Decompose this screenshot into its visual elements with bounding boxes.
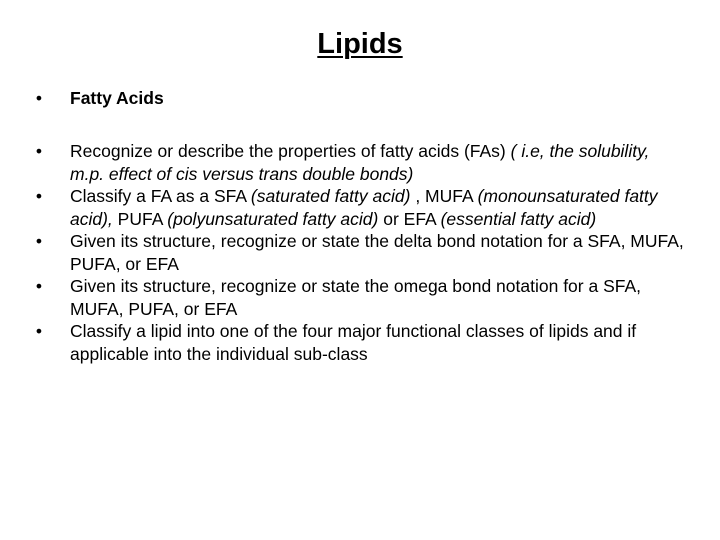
- bullet-dot-icon: •: [35, 186, 43, 206]
- bullet-text: PUFA: [112, 208, 168, 229]
- bullet-text: Given its structure, recognize or state the omega bond notation for a SFA, MUFA, PUFA, or EFA: [70, 276, 642, 319]
- bullet-text-italic: (essential fatty acid): [440, 208, 597, 229]
- bullet-text-italic: (polyunsaturated fatty acid): [167, 208, 379, 229]
- bullet-text: Classify a lipid into one of the four major functional classes of lipids and if applicable into the individual sub-class: [70, 321, 637, 364]
- slide-title: Lipids: [317, 28, 403, 60]
- bullet-dot-icon: •: [35, 88, 43, 108]
- top-bullet-list: [28, 87, 688, 110]
- bullet-text-italic: (monounsaturated fatty acid),: [70, 186, 658, 229]
- bullet-text: , MUFA: [410, 186, 478, 206]
- bullet-item: [28, 185, 688, 230]
- bullet-text: Fatty Acids: [70, 88, 164, 108]
- objectives-bullet-list: [28, 140, 688, 365]
- bullet-dot-icon: •: [35, 276, 43, 296]
- bullet-text: Recognize or describe the properties of fatty acids (FAs): [70, 141, 511, 161]
- bullet-item: [28, 230, 688, 275]
- bullet-item: [28, 140, 688, 185]
- bullet-dot-icon: •: [35, 141, 43, 161]
- bullet-dot-icon: •: [35, 321, 43, 341]
- bullet-text: Classify a FA as a SFA: [70, 186, 251, 206]
- bullet-item-fatty-acids: [28, 87, 688, 110]
- bullet-text: Given its structure, recognize or state the delta bond notation for a SFA, MUFA, PUFA, or EFA: [70, 231, 684, 274]
- bullet-text-italic: ( i.e, the solubility, m.p. effect of cis versus trans double bonds): [70, 141, 650, 184]
- bullet-dot-icon: •: [35, 231, 43, 251]
- bullet-item: [28, 275, 688, 320]
- bullet-item: [28, 320, 688, 365]
- bullet-text: or EFA: [378, 208, 441, 229]
- bullet-text-italic: (saturated fatty acid): [250, 186, 411, 206]
